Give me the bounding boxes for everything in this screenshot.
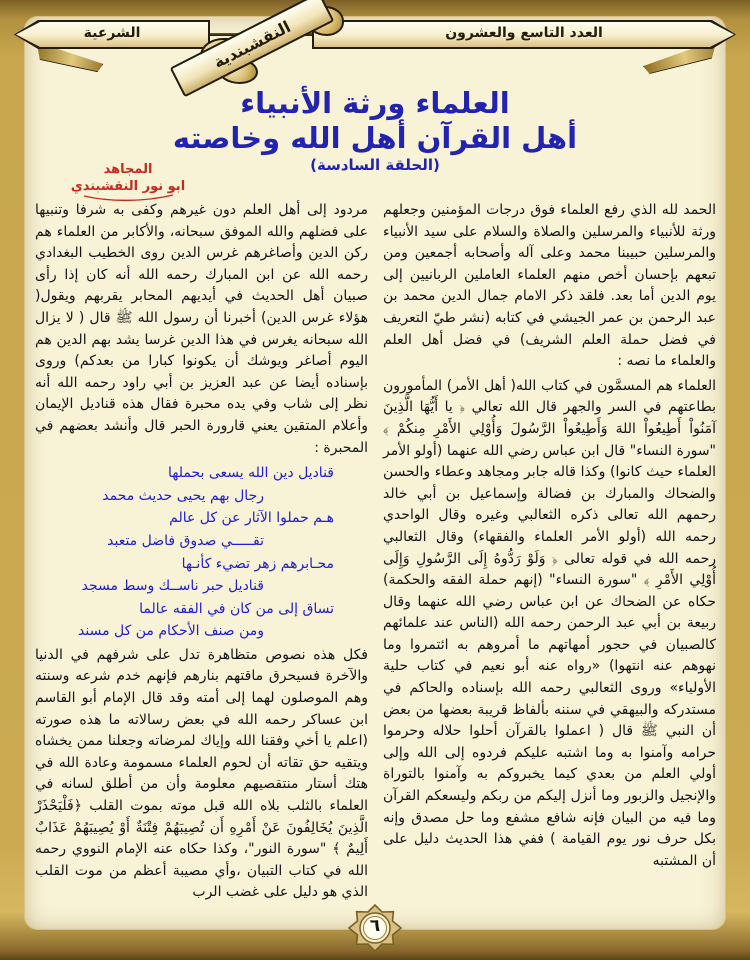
body-columns: [34, 200, 716, 932]
author-honorific: المجاهد: [103, 162, 153, 177]
poem-block: [35, 462, 368, 643]
paragraph: العلماء هم المسمَّون في كتاب الله( أهل الأمر) المأمورون بطاعتهم في السر والجهر قال الله تعالي ﴿ يا أَيُّهَا الَّذِينَ آمَنُواْ أَطِيعُواْ اللهَ وَأَطِيعُواْ الرَّسُولَ وَأُوْلِي الأَمْرِ مِنكُمْ ﴾ "سورة النساء" قال ابن عباس رضي الله عنهما (أولو الأمر العلماء حيث كانوا) وكذا قاله جابر ومجاهد وعطاء والحسن والضحاك والمبارك بن فضالة وإسماعيل بن أبي خالد رحمهم الله تعالى ذكره الثعالبي وغيره وقال الواحدي رحمه الله (أولو الأمر العلماء والفقهاء) وقال الثعالبي رحمه الله في قوله تعالى ﴿ وَلَوْ رَدُّوهُ إِلَى الرَّسُولِ وَإِلَى أُوْلِي الأَمْرِ ﴾ "سورة النساء" (إنهم حملة الفقه والحكمة) حكاه عن الضحاك عن ابن عباس رضي الله عنهما وقال ربيعة بن أبي عبد الرحمن رحمه الله (الناس عند علمائهم كالصبيان في حجور أمهاتهم ما أمروهم به ائتمروا وما نهوهم عنه انتهوا) «رواه عنه أبو نعيم في كتاب حلية الأولياء» وروى الثعالبي رحمه الله بإسناده والحاكم في مستدركه والبيهقي في سننه بألفاظ قريبة بعضها من بعض أن النبي ﷺ قال ( اعملوا بالقرآن أحلوا حلاله وحرموا حرامه وآمنوا به وما اشتبه عليكم فردوه إلى الله وإلى أولي العلم من بعدي كيما يخبروكم به وآمنوا بالتوراة والإنجيل والزبور وما أنزل إليكم من ربكم وليسعكم القرآن وما فيه من البيان فإنه شافع مشفع وما حل مصدق وإنه بكل حرف نور يوم القيامة ) ففي هذا الحديث دليل على أن المشتبه: [383, 377, 716, 869]
issue-banner-label: العدد التاسع والعشرون: [445, 25, 603, 41]
scroll-band: [170, 0, 335, 97]
paragraph: الحمد لله الذي رفع العلماء فوق درجات المؤمنين وجعلهم ورثة للأنبياء والمرسلين والصلاة والسلام على سيد الأنبياء والمرسلين حبيبنا محمد وعلى آله وأصحابه أجمعين ومن تبعهم بإحسان أخص منهم العلماء العاملين الربانيين إلى يوم الدين أما بعد. فلقد ذكر الامام جمال الدين محمد بن عبد الرحمن بن عمر الجيشي في كتابه (نشر طيّ التعريف في فضل حملة العلم الشريف) في فضل أهل العلم والعلماء ما نصه :: [383, 202, 716, 370]
column-right: [383, 200, 716, 932]
poem-line: ومن صنف الأحكام من كل مسند: [78, 623, 264, 640]
page-number-medallion: [346, 902, 404, 954]
poem-line: تقـــــي صدوق فاضل متعبد: [107, 532, 264, 549]
paragraph: مردود إلى أهل العلم دون غيرهم وكفى به شرفا وتنبيها على فضلهم والله الموفق سبحانه، والأكابر من العلماء هم ركن الدين وأصاغرهم غرس الدين روى الخطيب البغدادي رحمه الله عن ابن المبارك رحمه الله أنه كان إذا رأى صبيان أهل الحديث في أيديهم المحابر يقربهم ويقول( هؤلاء غرس الدين) أخبرنا أن رسول الله ﷺ قال ( لا يزال الله سبحانه يغرس في هذا الدين غرسا يشد بهم الدين هم اليوم أصاغر ويوشك أن يكونوا كبارا من بعدكم) وروى بإسناده أيضا عن عبد العزيز بن أبي راود رحمه الله أنه نظر إلى شاب وفي يده محبرة فقال هذه قناديل الإيمان وأعلام المتقين يعني قارورة الحبر قال وأنشد بعضهم في المحبرة :: [35, 202, 368, 456]
magazine-title: النقشبندية: [210, 17, 294, 72]
poem-line: تساق إلى من كان في الفقه عالما: [139, 600, 334, 617]
column-left: [35, 200, 368, 932]
paragraph: فكل هذه نصوص متظاهرة تدل على شرفهم في الدنيا والآخرة فسيحرق ماقتهم بنارهم فإنهم خدم شرعه وسنته وهم الموصلون لهما إلى أمته وقد قال الإمام أبو القاسم ابن عساكر رحمه الله في بعض رسالاته ما هذه صورته (اعلم يا أخي وفقنا الله وإياك لمرضاته وجعلنا ممن يخشاه ويتقيه حق تقاته أن لحوم العلماء مسمومة وعادة الله في هتك أستار منتقصيهم معلومة وأن من أطلق لسانه في العلماء بالثلب بلاه الله قبل موته بموت القلب ﴿فَلْيَحْذَرْ الَّذِينَ يُخَالِفُونَ عَنْ أَمْرِهِ أَن تُصِيبَهُمْ فِتْنَةٌ أَوْ يُصِيبَهُمْ عَذَابٌ أَلِيمٌ ﴾ "سورة النور"، وكذا حكاه عنه الإمام النووي رحمه الله في كتاب التبيان ،وأي مصيبة أعظم من موت القلب الذي هو دليل على غضب الرب: [35, 646, 368, 901]
issue-banner: [312, 20, 736, 49]
poem-line: رجال بهم يحيى حديث محمد: [102, 487, 264, 504]
poem-line: قناديل دين الله يسعى بحملها: [168, 465, 334, 482]
poem-line: هـم حملوا الآثار عن كل عالم: [169, 510, 334, 527]
article-title-line1: العلماء ورثة الأنبياء: [240, 86, 510, 120]
page-number: ٦: [369, 916, 381, 936]
author-byline: [58, 162, 198, 202]
article-title-line2: أهل القرآن أهل الله وخاصته: [172, 121, 578, 155]
author-name: ابو نور النقشبندي: [70, 179, 186, 194]
magazine-title-scroll: [148, 0, 352, 90]
article-title-block: [0, 86, 750, 174]
poem-line: قناديل حبر ناســك وسط مسجد: [81, 578, 264, 595]
episode-subtitle: (الحلقة السادسة): [310, 156, 440, 174]
section-banner-label: الشرعية: [83, 25, 141, 41]
poem-line: محـابرهم زهر تضيء كأنـها: [181, 555, 334, 572]
